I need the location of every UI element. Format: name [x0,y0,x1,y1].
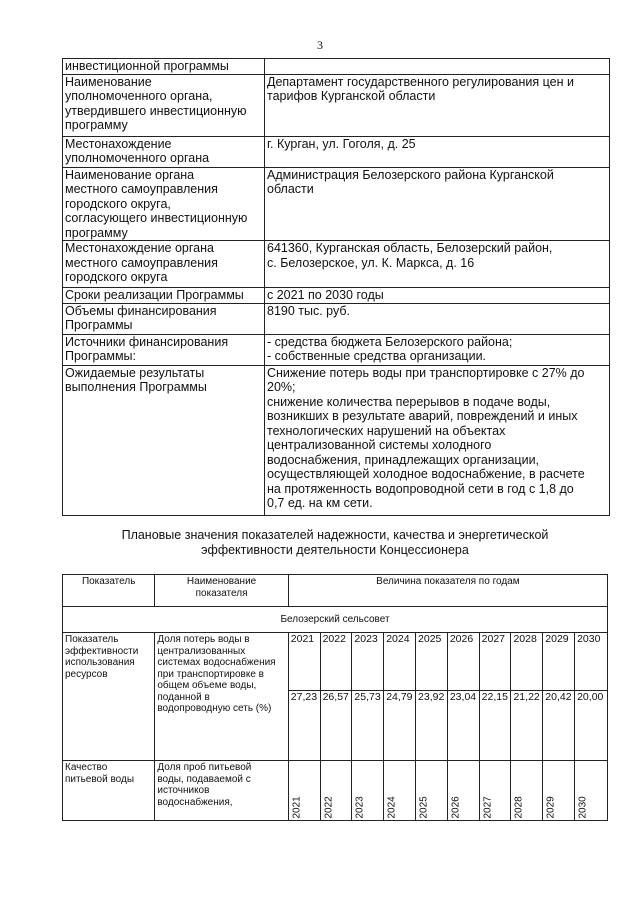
vertical-year-cell [511,761,543,821]
vertical-year: 2027 [482,795,494,818]
table-row [63,167,610,241]
year-cell: 2027 [479,633,511,691]
year-cell: 2022 [320,633,352,691]
row-label: инвестиционной программы [63,59,265,75]
vertical-year-cell [288,761,320,821]
vertical-year-cell [320,761,352,821]
row-label: Источники финансирования Программы: [63,334,265,365]
table-row [63,761,608,821]
year-cell: 2021 [288,633,320,691]
table-row [63,288,610,304]
header-values: Величина показателя по годам [288,575,607,607]
value-cell: 27,23 [288,691,320,761]
value-cell: 25,73 [352,691,384,761]
year-cell: 2025 [416,633,448,691]
value-cell: 23,92 [416,691,448,761]
row-value: Департамент государственного регулирования цен и тарифов Курганской области [265,74,610,136]
year-cell: 2023 [352,633,384,691]
row-value [265,59,610,75]
row-label: Объемы финансирования Программы [63,303,265,334]
section-title: Белозерский сельсовет [63,607,608,633]
table-row [63,303,610,334]
vertical-year-cell [543,761,575,821]
page-number: 3 [317,38,323,52]
vertical-year: 2028 [513,795,525,818]
vertical-year: 2030 [577,795,589,818]
row-value: Снижение потерь воды при транспортировке с 27% до 20%; снижение количества перерывов в подаче воды, возникших в результате аварий, повреждений и иных технологических нарушений на объектах централизованной системы холодного водоснабжения, принадлежащих организации, осуществляющей холодное водоснабжение, в расчете на протяженность водопроводной сети в год с 1,8 до 0,7 ед. на км сети. [265,365,610,515]
row-value: Администрация Белозерского района Курганской области [265,167,610,241]
year-cell: 2024 [384,633,416,691]
vertical-year-cell [447,761,479,821]
value-cell: 22,15 [479,691,511,761]
vertical-year: 2023 [354,795,366,818]
vertical-year: 2024 [386,795,398,818]
row1-indicator: Показатель эффективности использования ресурсов [63,633,155,761]
row2-name: Доля проб питьевой воды, подаваемой с источников водоснабжения, [155,761,288,821]
row-value: 8190 тыс. руб. [265,303,610,334]
row-label: Местонахождение органа местного самоуправления городского округа [63,241,265,288]
vertical-year-cell [384,761,416,821]
table-row [63,365,610,515]
table-row [63,136,610,167]
row-label: Наименование уполномоченного органа, утвердившего инвестиционную программу [63,74,265,136]
row1-name: Доля потерь воды в централизованных системах водоснабжения при транспортировке в общем объеме воды, поданной в водопроводную сеть (%) [155,633,288,761]
vertical-year: 2021 [291,795,303,818]
row-value: с 2021 по 2030 годы [265,288,610,304]
row-label: Наименование органа местного самоуправления городского округа, согласующего инвестиционную программу [63,167,265,241]
vertical-year-cell [352,761,384,821]
year-cell: 2028 [511,633,543,691]
year-cell: 2026 [447,633,479,691]
value-cell: 21,22 [511,691,543,761]
value-cell: 26,57 [320,691,352,761]
passport-table [62,58,610,516]
indicators-table [62,574,608,821]
row-value: г. Курган, ул. Гоголя, д. 25 [265,136,610,167]
value-cell: 24,79 [384,691,416,761]
vertical-year-cell [416,761,448,821]
row-label: Сроки реализации Программы [63,288,265,304]
vertical-year-cell [479,761,511,821]
row-value: 641360, Курганская область, Белозерский район, с. Белозерское, ул. К. Маркса, д. 16 [265,241,610,288]
row-label: Местонахождение уполномоченного органа [63,136,265,167]
vertical-year: 2025 [418,795,430,818]
row-label: Ожидаемые результаты выполнения Программы [63,365,265,515]
header-indicator: Показатель [63,575,155,607]
table-row [63,59,610,75]
vertical-year-cell [575,761,608,821]
row2-indicator: Качество питьевой воды [63,761,155,821]
section-row [63,607,608,633]
year-cell: 2029 [543,633,575,691]
vertical-year: 2026 [450,795,462,818]
table-row [63,241,610,288]
value-cell: 23,04 [447,691,479,761]
table-row [63,633,608,691]
row-value: - средства бюджета Белозерского района; - собственные средства организации. [265,334,610,365]
vertical-year: 2022 [323,795,335,818]
vertical-year: 2029 [545,795,557,818]
value-cell: 20,00 [575,691,608,761]
table-row [63,334,610,365]
header-name: Наименование показателя [155,575,288,607]
year-cell: 2030 [575,633,608,691]
table-header-row [63,575,608,607]
section-heading: Плановые значения показателей надежности, качества и энергетической эффективности деятельности Концессионера [121,528,549,557]
value-cell: 20,42 [543,691,575,761]
table-row [63,74,610,136]
